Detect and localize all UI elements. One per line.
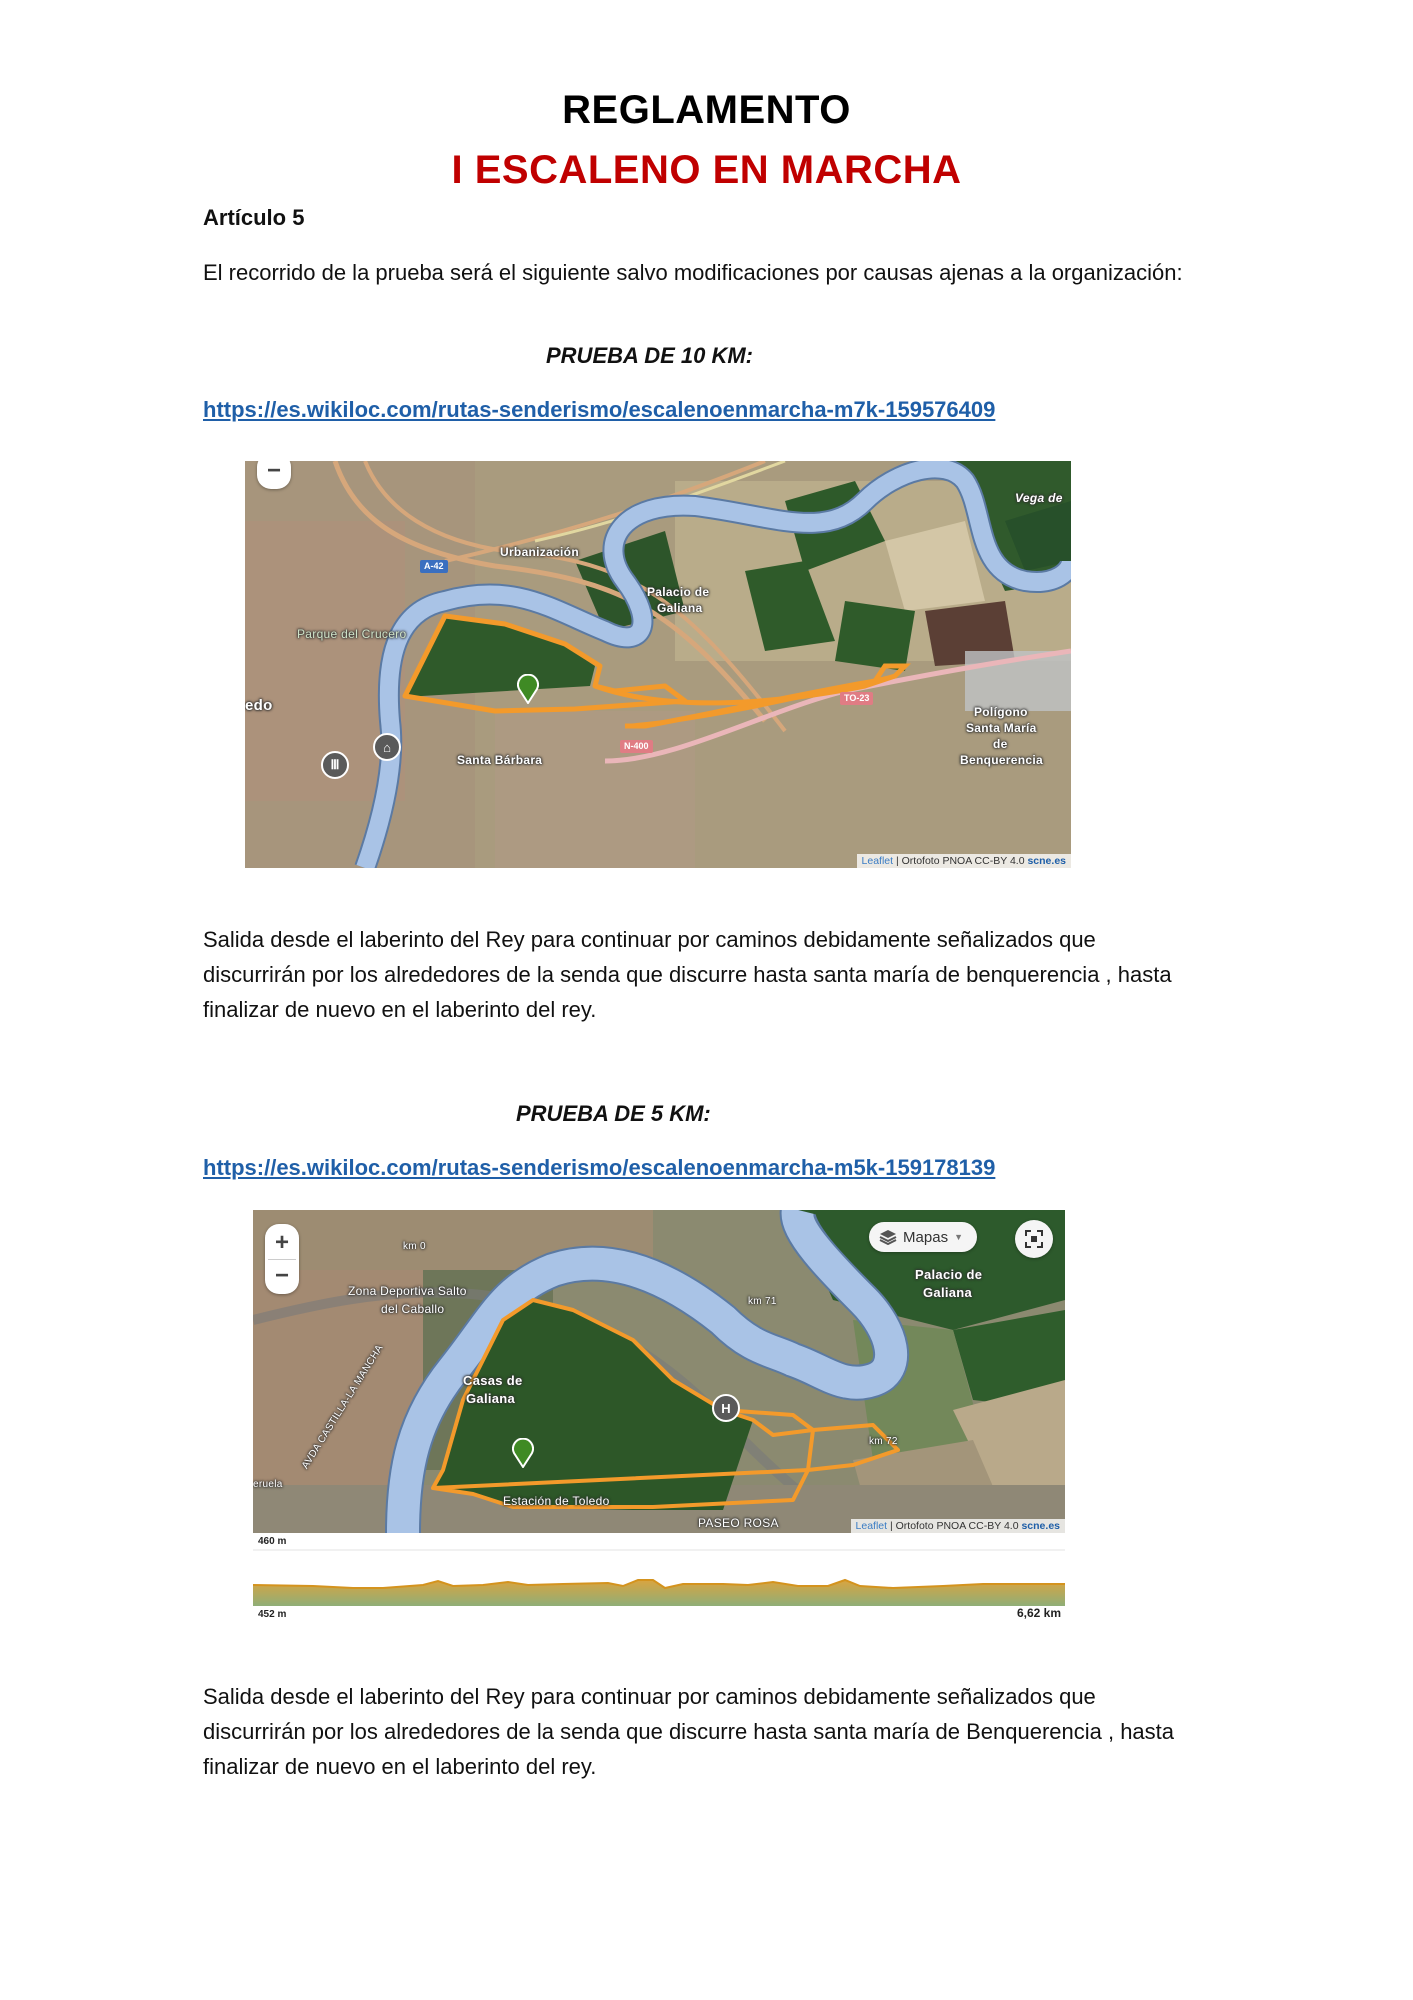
attribution-source: | Ortofoto PNOA CC-BY 4.0: [893, 855, 1028, 867]
road-sign-to23: TO-23: [840, 692, 873, 705]
bridge-poi-icon[interactable]: ⌂: [373, 733, 401, 761]
elevation-max-label: 460 m: [258, 1536, 287, 1547]
zoom-out-button[interactable]: [257, 461, 291, 489]
heading-10km: PRUEBA DE 10 KM:: [546, 343, 753, 368]
map-label-santa-maria: Santa María: [966, 721, 1037, 735]
elevation-min-label: 452 m: [258, 1609, 287, 1620]
fullscreen-icon: [1025, 1230, 1043, 1248]
map-10km[interactable]: [245, 461, 1071, 868]
map-label-galiana-casas: Galiana: [466, 1391, 516, 1406]
map-label-palacio: Palacio de: [915, 1267, 983, 1282]
chevron-down-icon: ▼: [954, 1232, 963, 1242]
description-5km: Salida desde el laberinto del Rey para continuar por caminos debidamente señalizados que discurrirán por los alrededores de la senda que discurre hasta santa maría de Benquerencia , hasta finalizar de nuevo en el laberinto del rey.: [203, 1684, 1175, 1779]
layers-dropdown-label: Mapas: [903, 1228, 949, 1246]
map-10km-imagery: [245, 461, 1071, 868]
link-5km-route[interactable]: https://es.wikiloc.com/rutas-senderismo/escalenoenmarcha-m5k-159178139: [203, 1155, 996, 1180]
map-label-de: de: [993, 737, 1008, 751]
event-title: I ESCALENO EN MARCHA: [451, 148, 962, 192]
elevation-chart: [253, 1533, 1065, 1623]
attribution-source: | Ortofoto PNOA CC-BY 4.0: [887, 1520, 1022, 1532]
map-label-galiana-palacio: Galiana: [923, 1285, 973, 1300]
map-label-poligono: Polígono: [974, 705, 1028, 719]
zoom-out-label: −: [266, 461, 281, 484]
monument-poi-icon[interactable]: Ⅲ: [321, 751, 349, 779]
layers-dropdown[interactable]: [869, 1222, 977, 1252]
scne-link[interactable]: scne.es: [1021, 1520, 1060, 1532]
description-10km: Salida desde el laberinto del Rey para continuar por caminos debidamente señalizados que discurrirán por los alrededores de la senda que discurre hasta santa maría de benquerencia , hasta finalizar de nuevo en el laberinto del rey.: [203, 927, 1172, 1022]
map-5km-imagery: [253, 1210, 1065, 1533]
map-label-benquerencia: Benquerencia: [960, 753, 1043, 767]
map-label-galiana: Galiana: [657, 601, 703, 615]
zoom-out-button[interactable]: −: [274, 1261, 289, 1289]
start-marker-icon[interactable]: [512, 1438, 534, 1468]
intro-paragraph: El recorrido de la prueba será el siguiente salvo modificaciones por causas ajenas a la organización:: [203, 260, 1183, 285]
map-label-avda: AVDA CASTILLA-LA MANCHA: [299, 1343, 386, 1471]
map-label-parque: Parque del Crucero: [297, 627, 407, 641]
map-attribution: [851, 1519, 1065, 1533]
map-label-km0: km 0: [403, 1241, 426, 1252]
article-label: Artículo 5: [203, 205, 305, 230]
map-label-palacio: Palacio de: [647, 585, 710, 599]
map-label-zona-deportiva: Zona Deportiva Salto: [348, 1284, 467, 1298]
start-marker-icon[interactable]: [517, 674, 539, 704]
map-label-eruela: eruela: [253, 1479, 283, 1490]
document-title: REGLAMENTO: [562, 88, 851, 132]
castle-poi-icon[interactable]: H: [712, 1394, 740, 1422]
map-5km[interactable]: [253, 1210, 1065, 1533]
map-label-vega: Vega de: [1015, 491, 1063, 505]
zoom-control: [265, 1224, 299, 1294]
map-label-km72: km 72: [869, 1436, 898, 1447]
distance-label: 6,62 km: [1016, 1606, 1061, 1620]
map-label-paseo-rosa: PASEO ROSA: [698, 1516, 779, 1530]
link-10km-route[interactable]: https://es.wikiloc.com/rutas-senderismo/escalenoenmarcha-m7k-159576409: [203, 397, 996, 422]
map-label-toledo: edo: [245, 697, 273, 714]
leaflet-link[interactable]: Leaflet: [861, 855, 894, 867]
map-label-estacion: Estación de Toledo: [503, 1494, 610, 1508]
fullscreen-button[interactable]: [1015, 1220, 1053, 1258]
road-sign-a42: A-42: [420, 560, 448, 573]
leaflet-link[interactable]: Leaflet: [855, 1520, 888, 1532]
map-label-urbanizacion: Urbanización: [500, 545, 579, 559]
map-label-casas: Casas de: [463, 1373, 523, 1388]
map-attribution: [857, 854, 1071, 868]
map-label-caballo: del Caballo: [381, 1302, 445, 1316]
map-label-santa-barbara: Santa Bárbara: [457, 753, 543, 767]
elevation-profile[interactable]: [253, 1533, 1065, 1623]
scne-link[interactable]: scne.es: [1027, 855, 1066, 867]
zoom-in-button[interactable]: +: [274, 1228, 289, 1256]
layers-icon: [879, 1229, 897, 1245]
road-sign-n400: N-400: [620, 740, 653, 753]
heading-5km: PRUEBA DE 5 KM:: [516, 1101, 711, 1126]
map-label-km71: km 71: [748, 1296, 777, 1307]
